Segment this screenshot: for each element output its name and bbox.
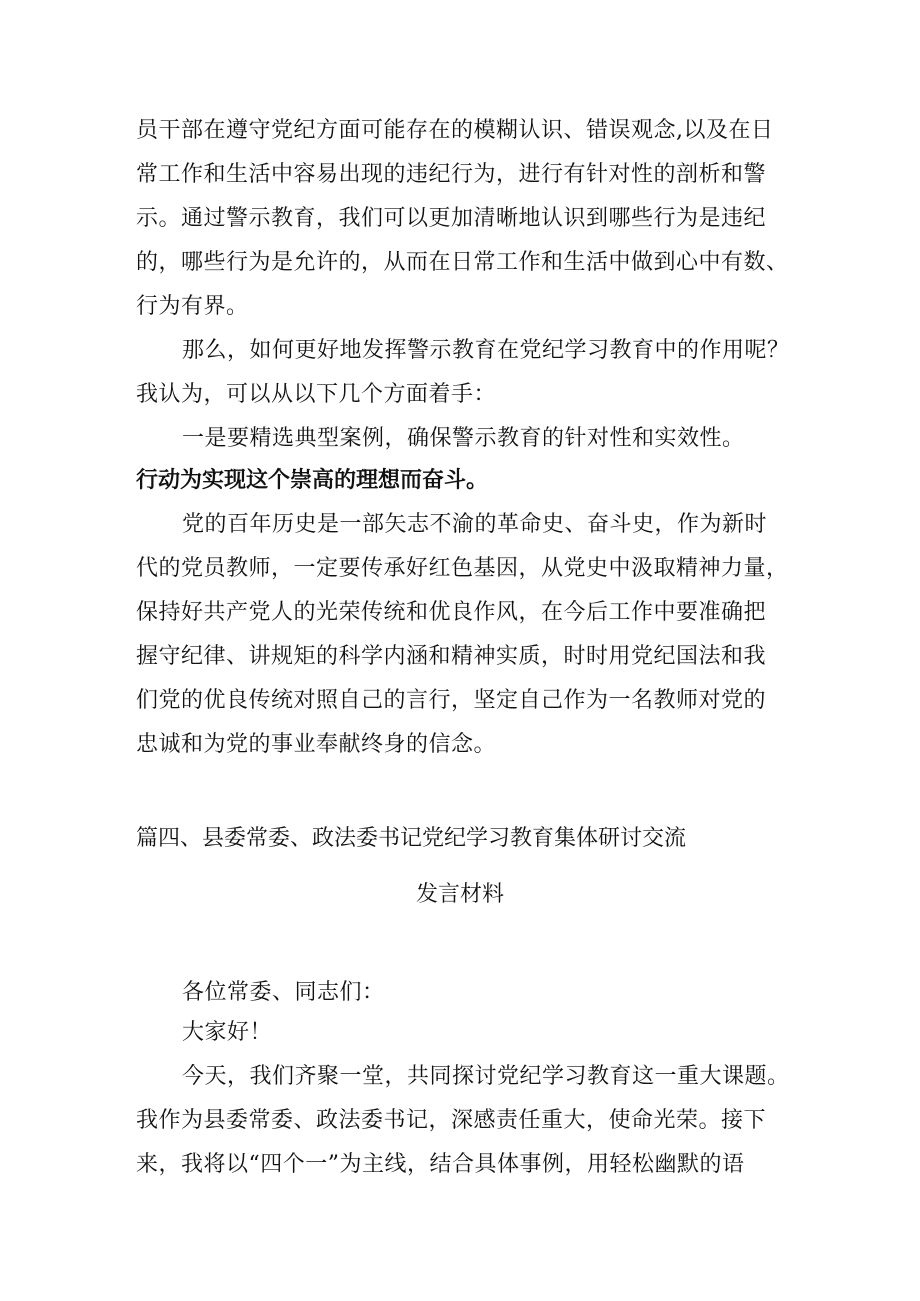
paragraph-line: 行为有界。	[136, 294, 249, 319]
paragraph-line: 我作为县委常委、政法委书记，深感责任重大，使命光荣。接下	[136, 1108, 767, 1133]
paragraph-line: 示。通过警示教育，我们可以更加清晰地认识到哪些行为是违纪	[136, 206, 767, 231]
salutation: 各位常委、同志们：	[182, 980, 385, 1005]
section-title-continued: 发言材料	[416, 882, 505, 907]
paragraph-line: 代的党员教师，一定要传承好红色基因，从党史中汲取精神力量，	[136, 556, 789, 581]
paragraph-line: 那么，如何更好地发挥警示教育在党纪学习教育中的作用呢？	[182, 338, 790, 363]
paragraph-line: 的，哪些行为是允许的，从而在日常工作和生活中做到心中有数、	[136, 250, 789, 275]
paragraph-line: 保持好共产党人的光荣传统和优良作风，在今后工作中要准确把	[136, 600, 767, 625]
paragraph-line: 我认为，可以从以下几个方面着手：	[136, 382, 497, 407]
section-title: 篇四、县委常委、政法委书记党纪学习教育集体研讨交流	[136, 826, 687, 851]
paragraph-line: 今天，我们齐聚一堂，共同探讨党纪学习教育这一重大课题。	[182, 1064, 790, 1089]
greeting: 大家好！	[182, 1020, 273, 1045]
paragraph-line: 握守纪律、讲规矩的科学内涵和精神实质，时时用党纪国法和我	[136, 644, 767, 669]
paragraph-line: 忠诚和为党的事业奉献终身的信念。	[136, 732, 497, 757]
paragraph-line: 党的百年历史是一部矢志不渝的革命史、奋斗史，作为新时	[182, 512, 768, 537]
paragraph-line: 来，我将以“四个一”为主线，结合具体事例，用轻松幽默的语	[136, 1152, 745, 1177]
paragraph-line: 常工作和生活中容易出现的违纪行为，进行有针对性的剖析和警	[136, 162, 767, 187]
paragraph-line: 们党的优良传统对照自己的言行，坚定自己作为一名教师对党的	[136, 688, 767, 713]
bold-line: 行动为实现这个崇高的理想而奋斗。	[136, 468, 489, 493]
paragraph-line: 一是要精选典型案例，确保警示教育的针对性和实效性。	[182, 426, 745, 451]
paragraph-line: 员干部在遵守党纪方面可能存在的模糊认识、错误观念,以及在日	[136, 118, 774, 143]
